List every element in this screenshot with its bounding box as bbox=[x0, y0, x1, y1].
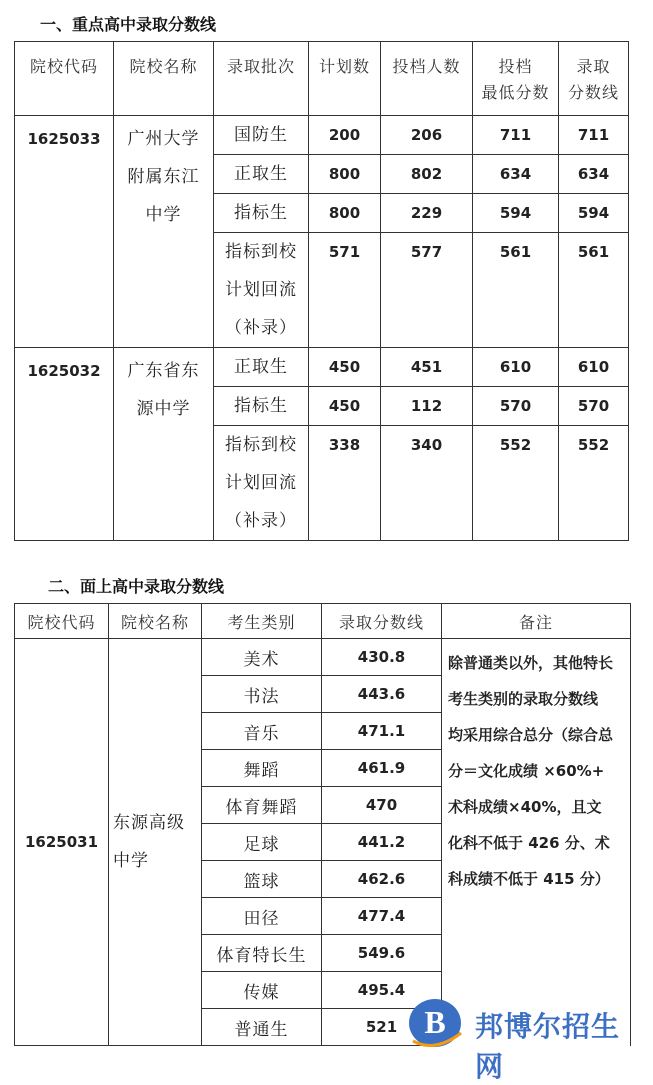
category-cell: 体育舞蹈 bbox=[202, 787, 322, 824]
min-score-cell: 594 bbox=[473, 194, 559, 233]
batch-cell: 指标到校 计划回流 （补录） bbox=[214, 233, 309, 348]
plan-cell: 571 bbox=[309, 233, 381, 348]
min-score-cell: 610 bbox=[473, 348, 559, 387]
applicants-cell: 451 bbox=[381, 348, 473, 387]
batch-cell: 正取生 bbox=[214, 348, 309, 387]
school-name: 东源高级 中学 bbox=[109, 639, 202, 1046]
school-name: 广东省东 源中学 bbox=[114, 348, 214, 541]
score-cell: 443.6 bbox=[322, 676, 442, 713]
min-score-cell: 552 bbox=[473, 426, 559, 541]
logo-b-icon bbox=[405, 993, 467, 1051]
section1-title: 一、重点高中录取分数线 bbox=[40, 15, 217, 34]
plan-cell: 450 bbox=[309, 387, 381, 426]
batch-cell: 指标生 bbox=[214, 194, 309, 233]
section2-title: 二、面上高中录取分数线 bbox=[48, 577, 225, 596]
category-cell: 美术 bbox=[202, 639, 322, 676]
batch-cell: 正取生 bbox=[214, 155, 309, 194]
applicants-cell: 577 bbox=[381, 233, 473, 348]
score-cell: 441.2 bbox=[322, 824, 442, 861]
col-header-plan: 计划数 bbox=[309, 42, 381, 116]
table-row bbox=[15, 639, 631, 676]
table-row bbox=[15, 348, 629, 387]
min-score-cell: 570 bbox=[473, 387, 559, 426]
applicants-cell: 340 bbox=[381, 426, 473, 541]
col-header-school: 院校名称 bbox=[114, 42, 214, 116]
watermark-logo bbox=[405, 993, 645, 1083]
batch-cell: 指标到校 计划回流 （补录） bbox=[214, 426, 309, 541]
svg-text:B: B bbox=[424, 1004, 446, 1040]
category-cell: 篮球 bbox=[202, 861, 322, 898]
watermark-text: 邦博尔招生网 bbox=[475, 1010, 621, 1083]
score-cell: 471.1 bbox=[322, 713, 442, 750]
applicants-cell: 206 bbox=[381, 116, 473, 155]
category-cell: 书法 bbox=[202, 676, 322, 713]
col-header-remarks: 备注 bbox=[442, 604, 631, 639]
col-header-category: 考生类别 bbox=[202, 604, 322, 639]
min-score-cell: 561 bbox=[473, 233, 559, 348]
col-header-code: 院校代码 bbox=[15, 42, 114, 116]
cutoff-cell: 594 bbox=[559, 194, 629, 233]
table-header-row bbox=[15, 42, 629, 116]
table-header-row bbox=[15, 604, 631, 639]
school-code: 1625033 bbox=[15, 116, 114, 348]
min-score-cell: 634 bbox=[473, 155, 559, 194]
col-header-code: 院校代码 bbox=[15, 604, 109, 639]
category-cell: 足球 bbox=[202, 824, 322, 861]
score-cell: 549.6 bbox=[322, 935, 442, 972]
applicants-cell: 229 bbox=[381, 194, 473, 233]
plan-cell: 450 bbox=[309, 348, 381, 387]
score-cell: 521 bbox=[322, 1009, 442, 1046]
score-cell: 461.9 bbox=[322, 750, 442, 787]
cutoff-cell: 570 bbox=[559, 387, 629, 426]
school-name: 广州大学 附属东江 中学 bbox=[114, 116, 214, 348]
applicants-cell: 802 bbox=[381, 155, 473, 194]
score-cell: 477.4 bbox=[322, 898, 442, 935]
col-header-cutoff: 录取 分数线 bbox=[559, 42, 629, 116]
table-row bbox=[15, 116, 629, 155]
category-cell: 普通生 bbox=[202, 1009, 322, 1046]
key-highschool-table bbox=[14, 41, 629, 541]
plan-cell: 800 bbox=[309, 194, 381, 233]
applicants-cell: 112 bbox=[381, 387, 473, 426]
min-score-cell: 711 bbox=[473, 116, 559, 155]
col-header-applicants: 投档人数 bbox=[381, 42, 473, 116]
col-header-cutoff: 录取分数线 bbox=[322, 604, 442, 639]
school-code: 1625031 bbox=[15, 639, 109, 1046]
cutoff-cell: 552 bbox=[559, 426, 629, 541]
category-cell: 田径 bbox=[202, 898, 322, 935]
category-cell: 传媒 bbox=[202, 972, 322, 1009]
plan-cell: 338 bbox=[309, 426, 381, 541]
col-header-min-score: 投档 最低分数 bbox=[473, 42, 559, 116]
school-code: 1625032 bbox=[15, 348, 114, 541]
general-highschool-table bbox=[14, 603, 631, 1046]
category-cell: 音乐 bbox=[202, 713, 322, 750]
score-cell: 462.6 bbox=[322, 861, 442, 898]
cutoff-cell: 610 bbox=[559, 348, 629, 387]
score-cell: 430.8 bbox=[322, 639, 442, 676]
col-header-batch: 录取批次 bbox=[214, 42, 309, 116]
category-cell: 舞蹈 bbox=[202, 750, 322, 787]
cutoff-cell: 634 bbox=[559, 155, 629, 194]
cutoff-cell: 561 bbox=[559, 233, 629, 348]
plan-cell: 200 bbox=[309, 116, 381, 155]
score-cell: 470 bbox=[322, 787, 442, 824]
score-cell: 495.4 bbox=[322, 972, 442, 1009]
col-header-school: 院校名称 bbox=[109, 604, 202, 639]
batch-cell: 国防生 bbox=[214, 116, 309, 155]
cutoff-cell: 711 bbox=[559, 116, 629, 155]
plan-cell: 800 bbox=[309, 155, 381, 194]
batch-cell: 指标生 bbox=[214, 387, 309, 426]
category-cell: 体育特长生 bbox=[202, 935, 322, 972]
remarks-note: 除普通类以外，其他特长 考生类别的录取分数线 均采用综合总分（综合总 分＝文化成绩 ×60%+ 术科成绩×40%，且文 化科不低于 426 分、术 科成绩不低于 415 分） bbox=[442, 639, 631, 1046]
